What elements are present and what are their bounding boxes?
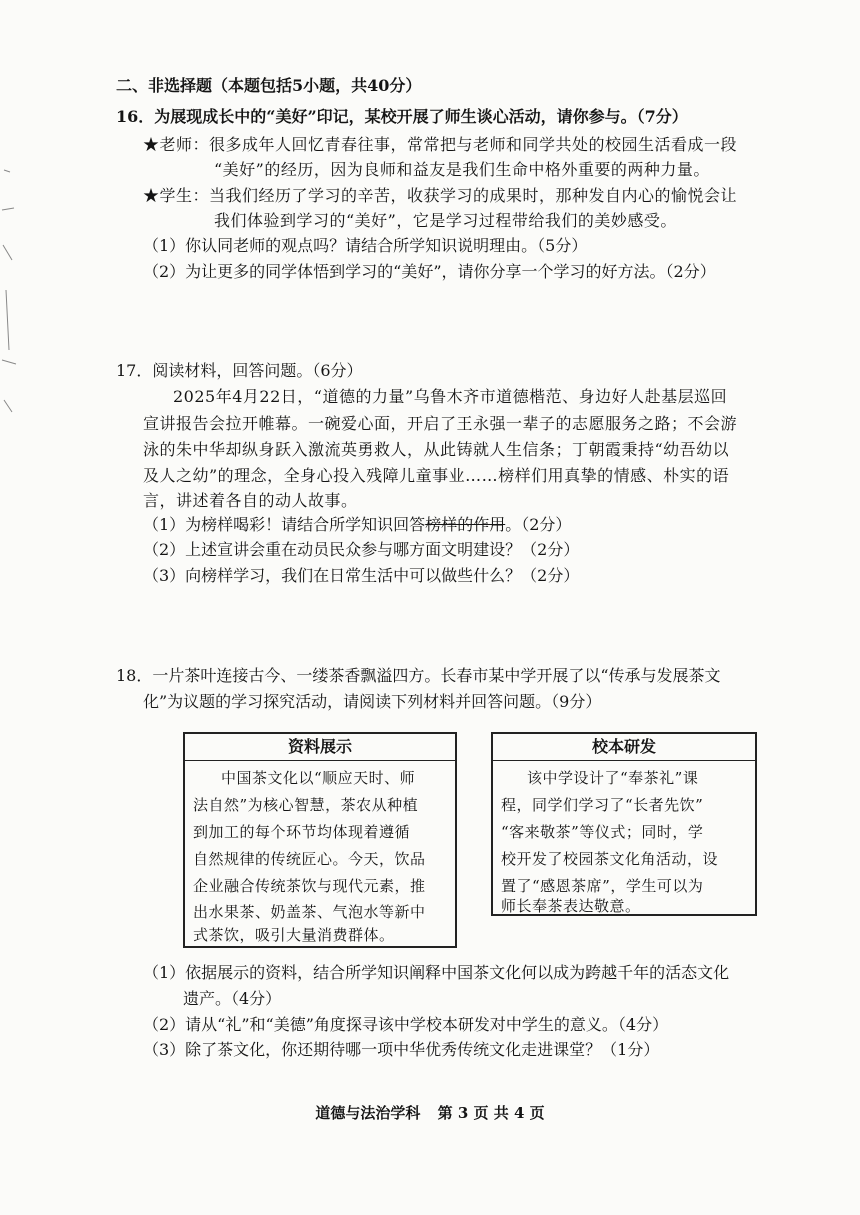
q16-student-line2: 我们体验到学习的“美好”，它是学习过程带给我们的美妙感受。 [214, 211, 677, 230]
box1-line: 中国茶文化以“顺应天时、师 [221, 769, 416, 787]
q17-stem: 17．阅读材料，回答问题。（6分） [116, 361, 363, 380]
box1-line: 式茶饮，吸引大量消费群体。 [193, 926, 395, 944]
material-box-school [491, 732, 757, 916]
q17-sub2: （2）上述宣讲会重在动员民众参与哪方面文明建设？（2分） [143, 540, 580, 559]
box1-line: 法自然”为核心智慧，茶农从种植 [193, 796, 419, 814]
q17-sub3: （3）向榜样学习，我们在日常生活中可以做些什么？（2分） [143, 566, 580, 585]
box1-line: 出水果茶、奶盖茶、气泡水等新中 [193, 903, 426, 921]
q17-para-line5: 言，讲述着各自的动人故事。 [143, 491, 358, 510]
material-box-display [183, 732, 457, 948]
q17-para-line1: 2025年4月22日，“道德的力量”乌鲁木齐市道德楷范、身边好人赴基层巡回 [173, 387, 728, 406]
q18-sub1-line2: 遗产。（4分） [183, 989, 282, 1008]
footer-page-number: 第 3 页 共 4 页 [437, 1104, 545, 1122]
q16-sub2: （2）为让更多的同学体悟到学习的“美好”，请你分享一个学习的好方法。（2分） [143, 262, 716, 281]
q18-stem-line1: 18．一片茶叶连接古今、一缕茶香飘溢四方。长春市某中学开展了以“传承与发展茶文 [116, 666, 721, 685]
q17-sub1-score: 。（2分） [505, 515, 572, 534]
binding-margin-marks [0, 150, 26, 450]
q18-sub1-line1: （1）依据展示的资料，结合所学知识阐释中国茶文化何以成为跨越千年的活态文化 [143, 963, 730, 982]
box1-line: 自然规律的传统匠心。今天，饮品 [193, 850, 426, 868]
box2-line: 师长奉茶表达敬意。 [501, 897, 641, 915]
q18-stem-line2: 化”为议题的学习探究活动，请阅读下列材料并回答问题。（9分） [143, 692, 602, 711]
q17-sub1-struck-text: 榜样的作用 [425, 515, 506, 534]
box2-line: “客来敬茶”等仪式；同时，学 [501, 823, 704, 841]
q16-stem: 16．为展现成长中的“美好”印记，某校开展了师生谈心活动，请你参与。（7分） [116, 107, 688, 126]
page-footer [0, 1102, 860, 1123]
box2-line: 置了“感恩茶席”，学生可以为 [501, 877, 704, 895]
q16-teacher-line1: ★老师：很多成年人回忆青春往事，常常把与老师和同学共处的校园生活看成一段 [143, 135, 738, 154]
footer-subject: 道德与法治学科 [315, 1104, 421, 1122]
box2-line: 校开发了校园茶文化角活动，设 [501, 850, 719, 868]
q16-sub1: （1）你认同老师的观点吗？请结合所学知识说明理由。（5分） [143, 236, 588, 255]
box1-line: 到加工的每个环节均体现着遵循 [193, 823, 411, 841]
q17-sub1 [143, 515, 571, 535]
box2-line: 程，同学们学习了“长者先饮” [501, 796, 704, 814]
q18-sub2: （2）请从“礼”和“美德”角度探寻该中学校本研发对中学生的意义。（4分） [143, 1015, 669, 1034]
q18-sub3: （3）除了茶文化，你还期待哪一项中华优秀传统文化走进课堂？（1分） [143, 1040, 660, 1059]
box2-line: 该中学设计了“奉茶礼”课 [527, 769, 699, 787]
q16-student-line1: ★学生：当我们经历了学习的辛苦，收获学习的成果时，那种发自内心的愉悦会让 [143, 186, 738, 205]
q17-para-line2: 宣讲报告会拉开帷幕。一碗爱心面，开启了王永强一辈子的志愿服务之路；不会游 [143, 414, 738, 433]
material-box-school-header: 校本研发 [493, 734, 755, 761]
q17-sub1-text: （1）为榜样喝彩！请结合所学知识回答 [143, 515, 426, 534]
q17-para-line4: 及人之幼”的理念，全身心投入残障儿童事业……榜样们用真挚的情感、朴实的语 [143, 466, 730, 485]
q16-teacher-line2: “美好”的经历，因为良师和益友是我们生命中格外重要的两种力量。 [214, 160, 710, 179]
section-title: 二、非选择题（本题包括5小题，共40分） [116, 76, 422, 95]
box1-line: 企业融合传统茶饮与现代元素，推 [193, 877, 426, 895]
q17-para-line3: 泳的朱中华却纵身跃入激流英勇救人，从此铸就人生信条；丁朝霞秉持“幼吾幼以 [143, 440, 730, 459]
material-box-display-header: 资料展示 [185, 734, 455, 761]
